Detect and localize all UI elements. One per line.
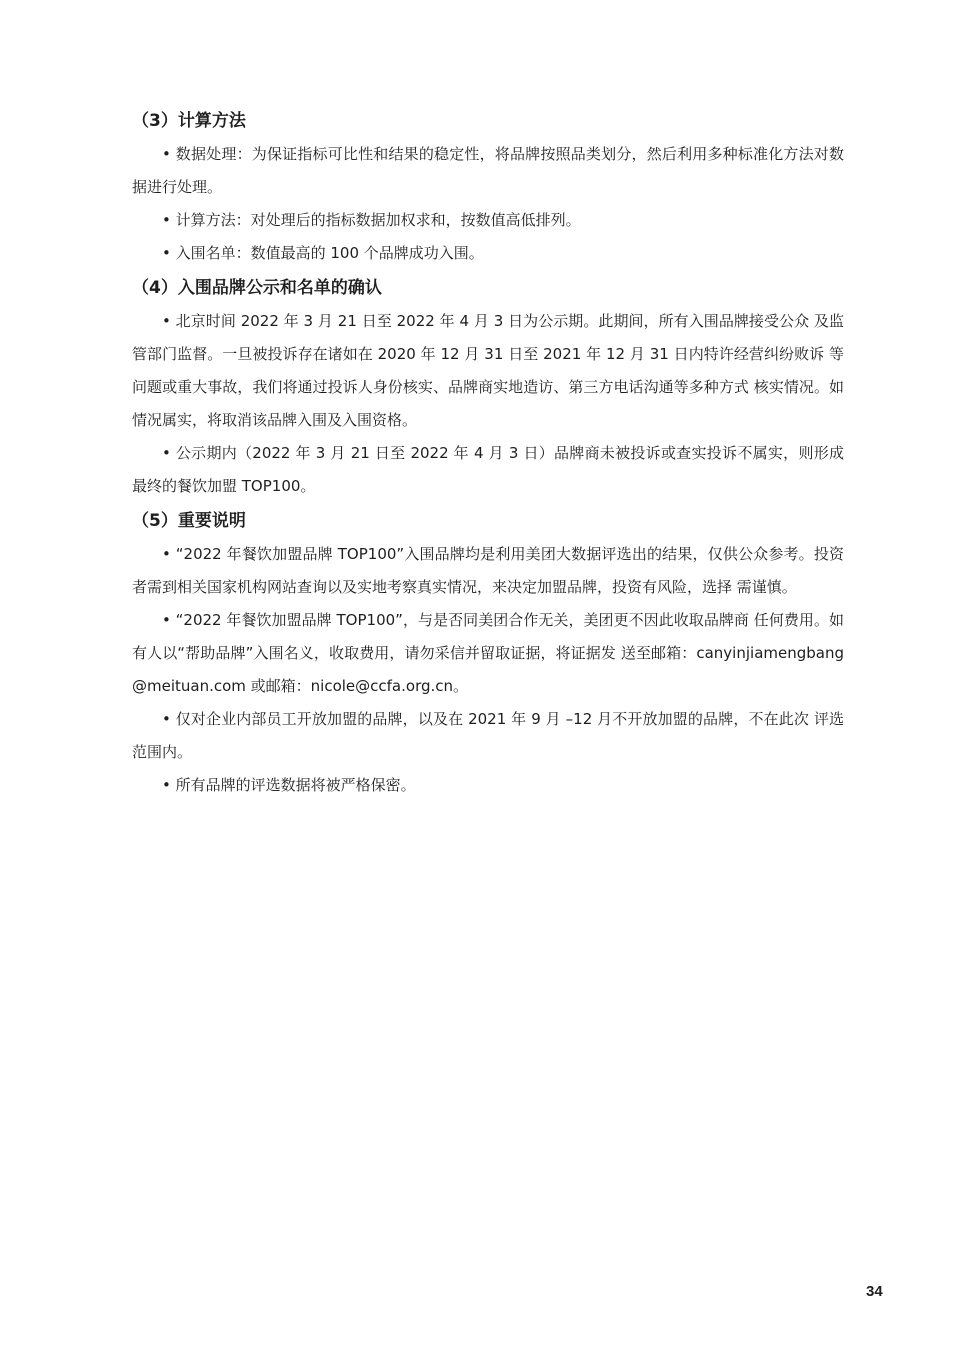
bullet-data-processing: • 数据处理：为保证指标可比性和结果的稳定性，将品牌按照品类划分，然后利用多种标准化方法对数据进行处理。 [132,145,844,196]
bullet-confidentiality: • 所有品牌的评选数据将被严格保密。 [162,776,416,794]
page-content [132,104,844,802]
bullet-shortlist: • 入围名单：数值最高的 100 个品牌成功入围。 [162,244,484,262]
bullet-publicity-period: • 北京时间 2022 年 3 月 21 日至 2022 年 4 月 3 日为公示期。此期间，所有入围品牌接受公众 及监管部门监督。一旦被投诉存在诸如在 2020 年 12 月 31 日至 2021 年 12 月 31 日内特许经营纠纷败诉 等问题或重大事故，我们将通过投诉人身份核实、品牌商实地造访、第三方电话沟通等多种方式 核实情况。如情况属实，将取消该品牌入围及入围资格。 [132,312,844,429]
bullet-reference-only: • “2022 年餐饮加盟品牌 TOP100”入围品牌均是利用美团大数据评选出的结果，仅供公众参考。投资者需到相关国家机构网站查询以及实地考察真实情况，来决定加盟品牌，投资有风险，选择 需谨慎。 [132,545,844,596]
bullet-no-fees: • “2022 年餐饮加盟品牌 TOP100”，与是否同美团合作无关，美团更不因此收取品牌商 任何费用。如有人以“帮助品牌”入围名义，收取费用，请勿采信并留取证据，将证据发 送至邮箱：canyinjiamengbang@meituan.com 或邮箱：nicole@ccfa.org.cn。 [132,611,844,695]
bullet-calculation-method: • 计算方法：对处理后的指标数据加权求和，按数值高低排列。 [162,211,581,229]
bullet-final-list: • 公示期内（2022 年 3 月 21 日至 2022 年 4 月 3 日）品牌商未被投诉或查实投诉不属实，则形成最终的餐饮加盟 TOP100。 [132,444,844,495]
section-heading-calculation-method: （3）计算方法 [132,111,246,131]
section-heading-publicity-confirmation: （4）入围品牌公示和名单的确认 [132,278,382,298]
bullet-exclusions: • 仅对企业内部员工开放加盟的品牌，以及在 2021 年 9 月 –12 月不开放加盟的品牌，不在此次 评选范围内。 [132,710,844,761]
page-number: 34 [866,1283,883,1300]
section-heading-important-notes: （5）重要说明 [132,511,246,531]
